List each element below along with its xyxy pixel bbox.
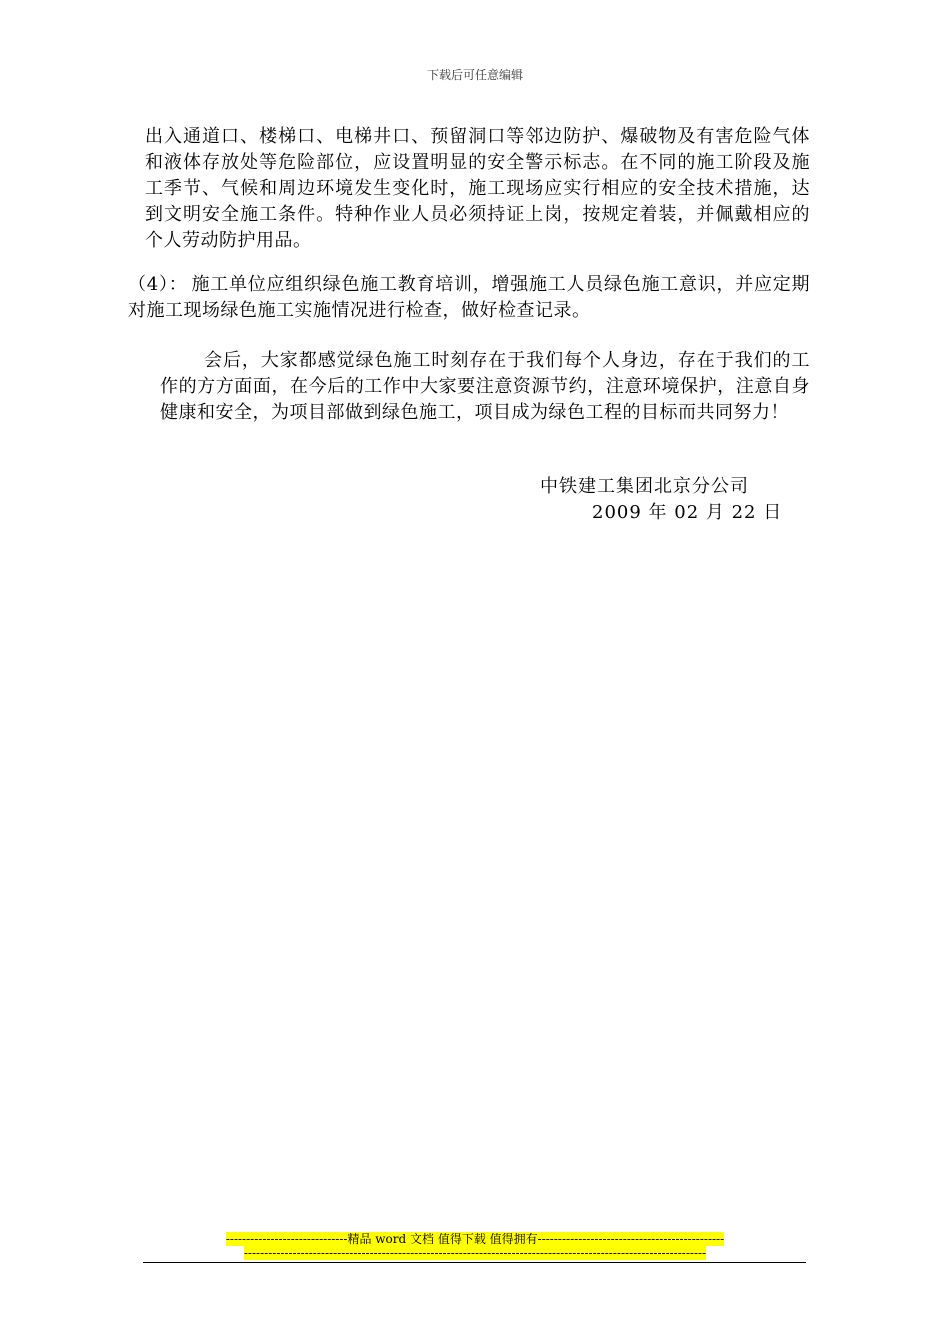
- item-label: （4）：: [128, 274, 188, 295]
- footer-banner-text: ------------------------------精品 word 文档 值得下载 值得拥有----------------------------------------------: [225, 1232, 725, 1246]
- signature-organization: 中铁建工集团北京分公司: [540, 476, 749, 497]
- footer-banner-line2: [0, 1246, 950, 1260]
- page-header-note: 下载后可任意编辑: [426, 68, 523, 82]
- footer-rule: [143, 1262, 806, 1263]
- paragraph-conclusion: 会后，大家都感觉绿色施工时刻存在于我们每个人身边，存在于我们的工作的方方面面，在今后的工作中大家要注意资源节约，注意环境保护，注意自身健康和安全，为项目部做到绿色施工，项目成为绿色工程的目标而共同努力！: [160, 350, 810, 423]
- signature-date: 2009 年 02 月 22 日: [592, 502, 783, 523]
- footer-banner-line1: [0, 1232, 950, 1246]
- footer-dash-line: ------------------------------------------------------------------------------------------------------------------: [243, 1246, 707, 1260]
- item-text: 施工单位应组织绿色施工教育培训，增强施工人员绿色施工意识，并应定期对施工现场绿色施工实施情况进行检查，做好检查记录。: [128, 274, 811, 321]
- paragraph-safety-measures: 出入通道口、楼梯口、电梯井口、预留洞口等邻边防护、爆破物及有害危险气体和液体存放处等危险部位，应设置明显的安全警示标志。在不同的施工阶段及施工季节、气候和周边环境发生变化时，施工现场应实行相应的安全技术措施，达到文明安全施工条件。特种作业人员必须持证上岗，按规定着装，并佩戴相应的个人劳动防护用品。: [145, 126, 810, 251]
- paragraph-item-4: [128, 272, 810, 324]
